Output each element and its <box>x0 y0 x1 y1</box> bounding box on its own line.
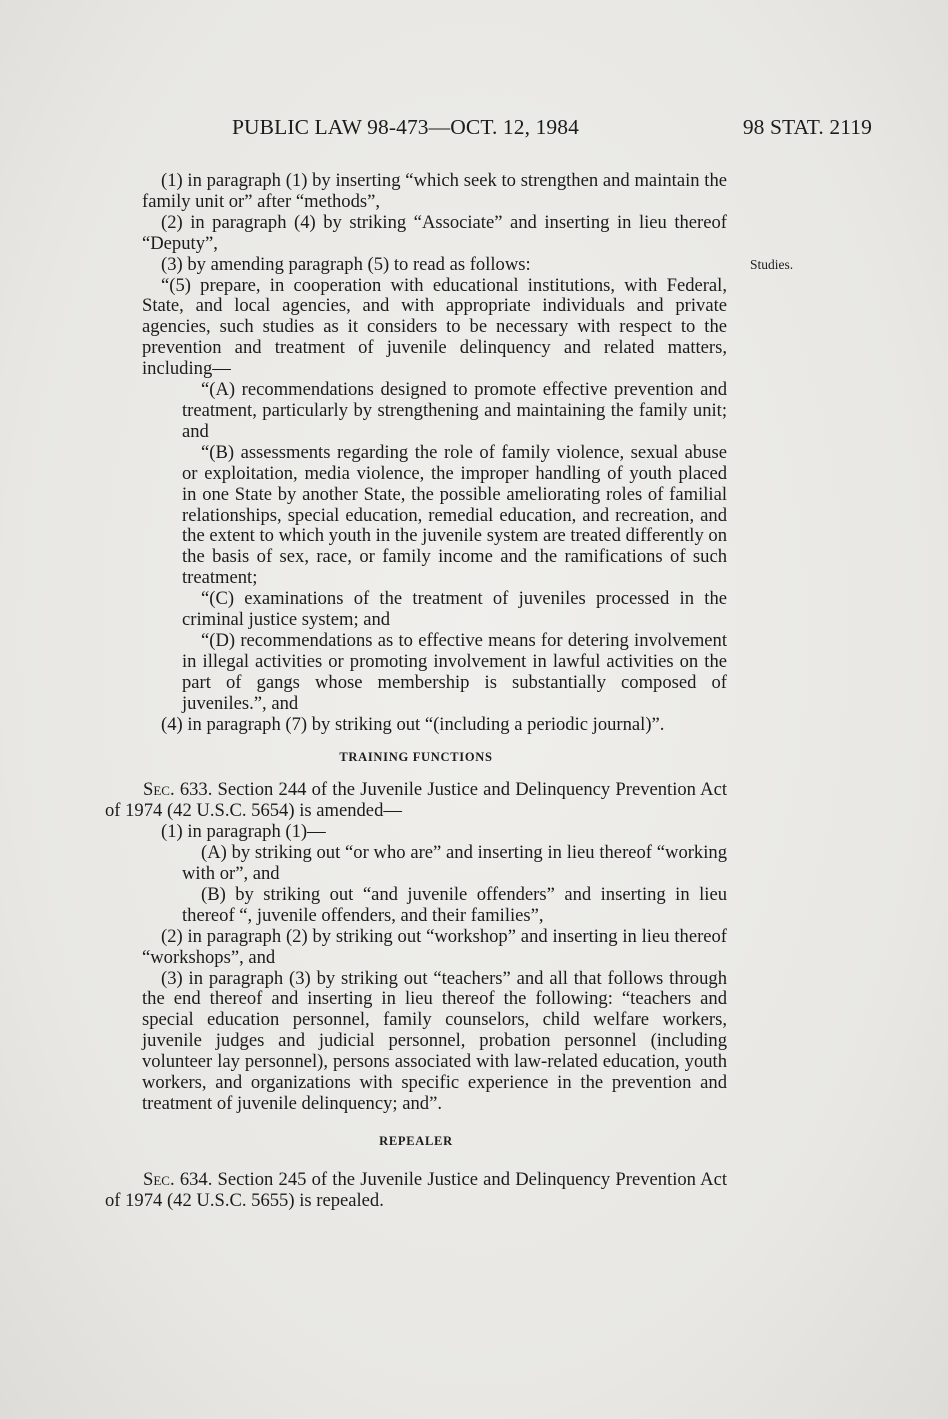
margin-note-studies: Studies. <box>750 257 794 272</box>
paragraph-3: (3) by amending paragraph (5) to read as follows: <box>161 253 531 275</box>
training-subparagraph-b: (B) by striking out “and juvenile offenders” and inserting in lieu thereof “, juvenile offenders, and their families”, <box>182 883 727 926</box>
subparagraph-d: “(D) recommendations as to effective means for detering involvement in illegal activities or promoting involvement in lawful activities on the part of gangs whose membership is substantially composed of juveniles.”, and <box>182 629 727 714</box>
section-label: Sec. <box>143 1168 175 1190</box>
section-heading-training: TRAINING FUNCTIONS <box>339 750 493 765</box>
document-body <box>105 171 727 1212</box>
section-634-text: 634. Section 245 of the Juvenile Justice and Delinquency Prevention Act of 1974 (42 U.S.C. 5655) is repealed. <box>105 1168 727 1211</box>
training-subparagraph-a: (A) by striking out “or who are” and inserting in lieu thereof “working with or”, and <box>182 842 727 884</box>
section-label: Sec. <box>143 779 175 801</box>
training-paragraph-1: (1) in paragraph (1)— <box>161 821 326 843</box>
paragraph-2: (2) in paragraph (4) by striking “Associate” and inserting in lieu thereof “Deputy”, <box>142 211 727 254</box>
header-title: PUBLIC LAW 98-473—OCT. 12, 1984 <box>232 115 579 139</box>
subparagraph-c: “(C) examinations of the treatment of juveniles processed in the criminal justice system; and <box>182 588 727 631</box>
section-633 <box>105 780 727 822</box>
paragraph-5-quoted: “(5) prepare, in cooperation with educational institutions, with Federal, State, and local agencies, and with appropriate individuals and private agencies, such studies as it considers to be necessary with respect to the prevention and treatment of juvenile delinquency and related matters, including— <box>142 274 727 380</box>
training-paragraph-3: (3) in paragraph (3) by striking out “teachers” and all that follows through the end thereof and inserting in lieu thereof the following: “teachers and special education personnel, family counselors, child welfare workers, juvenile judges and judicial personnel, probation personnel (including volunteer lay personnel), persons associated with law-related education, youth workers, and organizations with specific experience in the prevention and treatment of juvenile delinquency; and”. <box>142 967 727 1114</box>
paragraph-4: (4) in paragraph (7) by striking out “(including a periodic journal)”. <box>161 713 665 735</box>
section-heading-repealer: REPEALER <box>379 1133 453 1148</box>
section-634 <box>105 1170 727 1212</box>
training-paragraph-2: (2) in paragraph (2) by striking out “workshop” and inserting in lieu thereof “workshops”, and <box>142 925 727 968</box>
page-header <box>0 115 948 145</box>
paragraph-1: (1) in paragraph (1) by inserting “which seek to strengthen and maintain the family unit or” after “methods”, <box>142 170 727 212</box>
subparagraph-a: “(A) recommendations designed to promote effective prevention and treatment, particularly by strengthening and maintaining the family unit; and <box>182 379 727 442</box>
section-633-text: 633. Section 244 of the Juvenile Justice and Delinquency Prevention Act of 1974 (42 U.S.C. 5654) is amended— <box>105 779 727 822</box>
header-stat-citation: 98 STAT. 2119 <box>742 115 872 139</box>
subparagraph-b: “(B) assessments regarding the role of family violence, sexual abuse or exploitation, media violence, the improper handling of youth placed in one State by another State, the possible ameliorating roles of familial relationships, special education, remedial education, and recreation, and the extent to which youth in the juvenile system are treated differently on the basis of sex, race, or family income and the ramifications of such treatment; <box>182 441 727 589</box>
